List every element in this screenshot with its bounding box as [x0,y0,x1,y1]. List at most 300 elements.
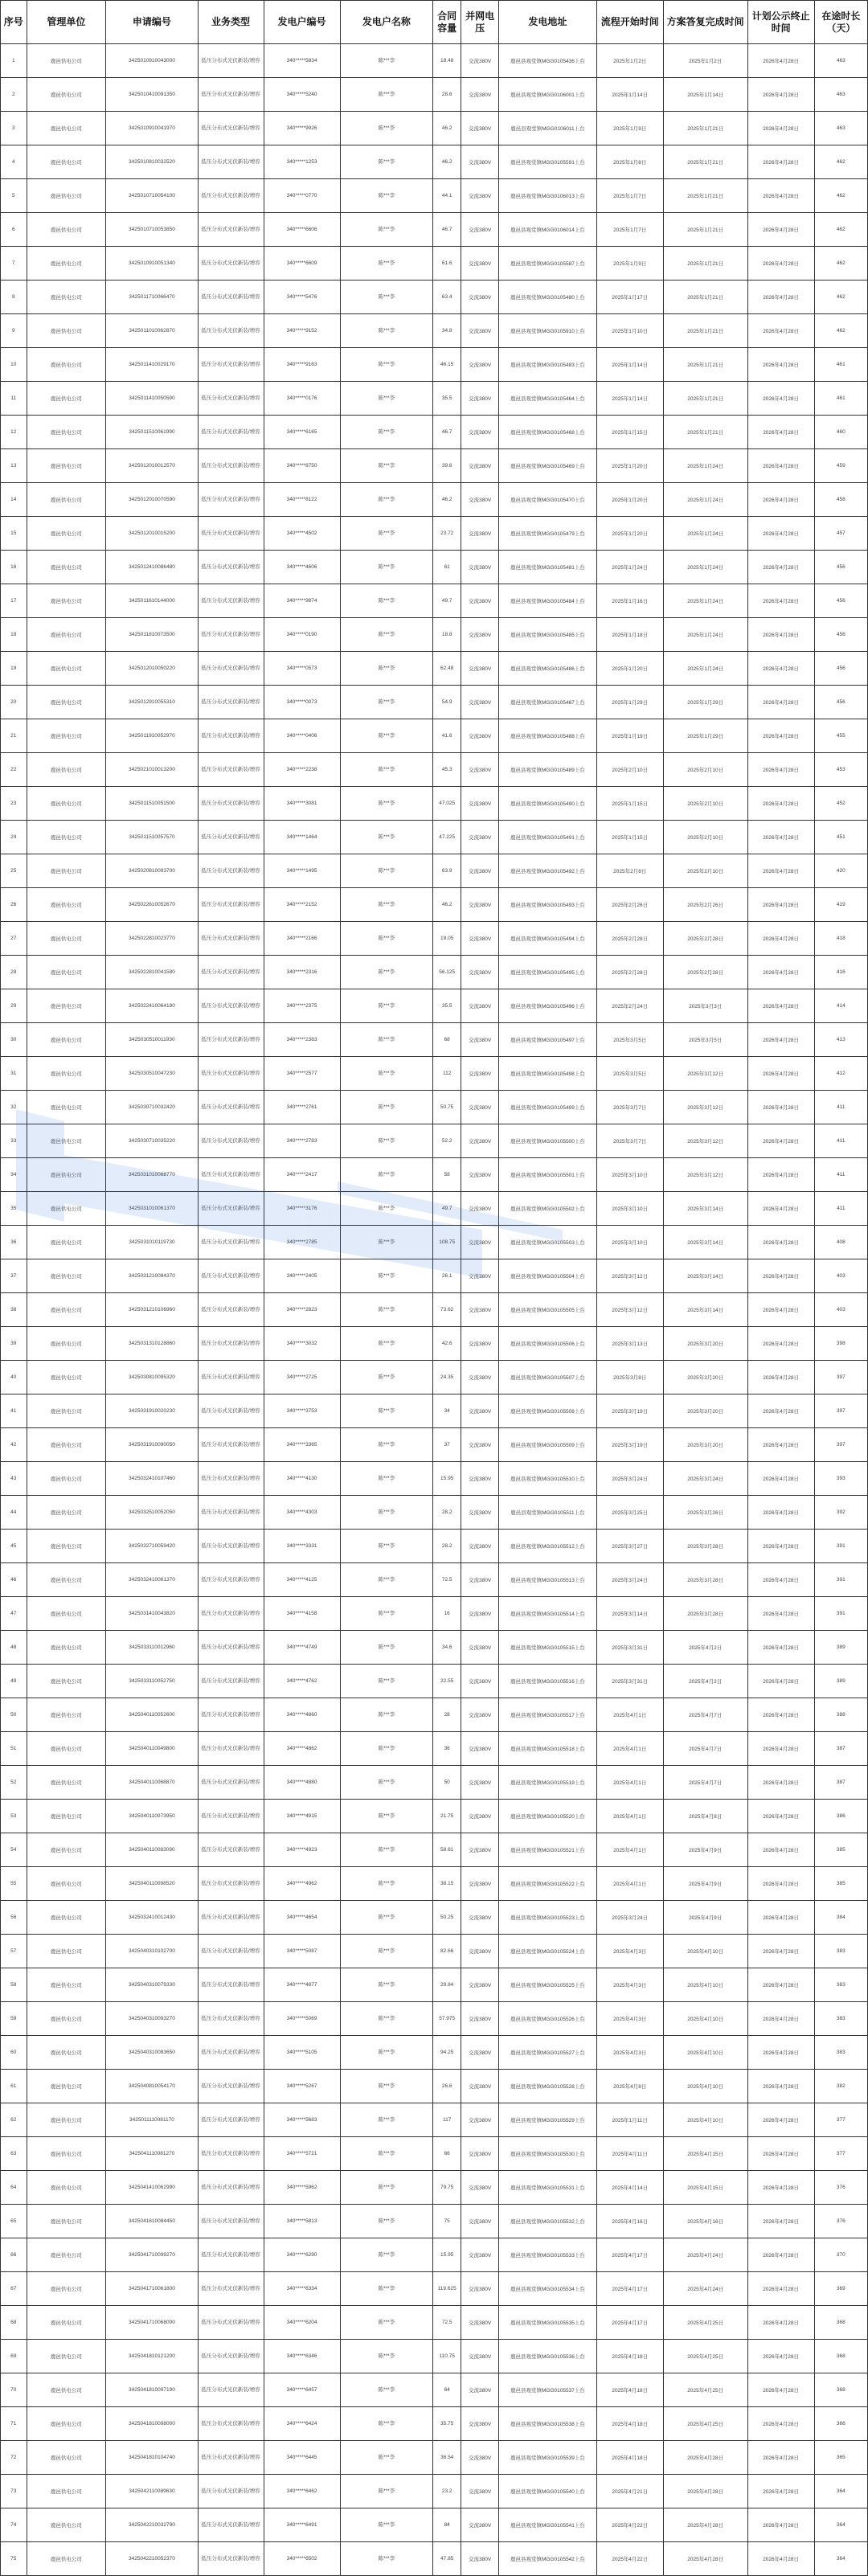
table-cell: 低压分布式光伏新装/增容 [198,247,264,281]
table-cell: 陈***李 [340,2542,433,2576]
table-cell: 交流380V [461,2407,499,2441]
table-cell: 2025年4月8日 [663,1800,747,1833]
table-cell: 鹿邑县观堂镇MGG0105506上台 [499,1327,597,1361]
table-cell: 陈***李 [340,517,433,551]
table-cell: 46.2 [433,888,461,922]
table-cell: 3425040310093270 [106,2002,198,2036]
table-cell: 2026年4月28日 [747,821,814,854]
table-cell: 2025年3月10日 [596,1226,663,1259]
table-row [1,1766,868,1800]
table-cell: 2025年4月7日 [663,1766,747,1800]
table-cell: 35.75 [433,2407,461,2441]
table-cell: 340*****6609 [264,247,340,281]
table-cell: 44 [1,1496,27,1530]
table-cell: 交流380V [461,956,499,989]
table-cell: 30 [1,1023,27,1057]
table-cell: 3425022610052670 [106,888,198,922]
table-row [1,1361,868,1394]
table-row [1,1394,868,1428]
table-cell: 交流380V [461,584,499,618]
table-row [1,44,868,78]
table-cell: 鹿邑供电公司 [27,1597,106,1631]
table-row [1,1124,868,1158]
table-cell: 鹿邑县观堂镇MGG0105518上台 [499,1732,597,1766]
table-cell: 陈***李 [340,1901,433,1935]
table-cell: 2025年4月3日 [596,1935,663,1968]
table-cell: 2026年4月28日 [747,179,814,213]
table-cell: 鹿邑县观堂镇MGG0105500上台 [499,1124,597,1158]
table-cell: 2025年1月14日 [596,78,663,112]
table-cell: 47.225 [433,821,461,854]
table-cell: 2025年3月14日 [663,1226,747,1259]
table-cell: 458 [814,483,867,517]
table-cell: 2026年4月28日 [747,1631,814,1665]
table-cell: 36 [433,1732,461,1766]
header-cell: 合同容量 [433,1,461,44]
table-row [1,2306,868,2340]
table-cell: 陈***李 [340,1800,433,1833]
table-cell: 低压分布式光伏新装/增容 [198,2441,264,2475]
table-cell: 交流380V [461,179,499,213]
table-cell: 交流380V [461,1327,499,1361]
table-cell: 340*****8750 [264,449,340,483]
table-cell: 交流380V [461,2441,499,2475]
table-cell: 8 [1,281,27,314]
table-cell: 低压分布式光伏新装/增容 [198,348,264,382]
table-cell: 385 [814,1867,867,1901]
table-cell: 鹿邑县观堂镇MGG0105481上台 [499,551,597,584]
table-cell: 2026年4月28日 [747,1732,814,1766]
table-cell: 2025年3月28日 [663,1530,747,1563]
table-cell: 340*****2725 [264,1361,340,1394]
table-cell: 交流380V [461,2070,499,2103]
table-cell: 20 [1,686,27,719]
table-cell: 2026年4月28日 [747,2137,814,2171]
table-cell: 37 [433,1428,461,1462]
table-cell: 鹿邑供电公司 [27,517,106,551]
table-cell: 2025年1月14日 [596,382,663,416]
table-row [1,483,868,517]
table-cell: 2025年3月24日 [596,1901,663,1935]
table-cell: 411 [814,1091,867,1124]
table-cell: 10 [1,348,27,382]
table-cell: 陈***李 [340,483,433,517]
table-cell: 鹿邑供电公司 [27,449,106,483]
table-cell: 2025年3月27日 [596,1530,663,1563]
table-cell: 低压分布式光伏新装/增容 [198,44,264,78]
table-cell: 鹿邑县观堂镇MGG0105436上台 [499,44,597,78]
table-cell: 交流380V [461,1867,499,1901]
table-row [1,1833,868,1867]
table-row [1,1968,868,2002]
table-cell: 鹿邑县观堂镇MGG0106014上台 [499,213,597,247]
table-cell: 低压分布式光伏新装/增容 [198,1968,264,2002]
table-cell: 交流380V [461,1259,499,1293]
table-cell: 低压分布式光伏新装/增容 [198,2238,264,2272]
table-cell: 15 [1,517,27,551]
table-cell: 403 [814,1293,867,1327]
table-cell: 3425031310128860 [106,1327,198,1361]
table-cell: 22.55 [433,1665,461,1698]
table-cell: 391 [814,1597,867,1631]
table-cell: 52 [1,1766,27,1800]
table-cell: 2025年4月1日 [596,1867,663,1901]
table-cell: 交流380V [461,888,499,922]
table-cell: 2025年2月28日 [596,956,663,989]
table-cell: 低压分布式光伏新装/增容 [198,1158,264,1192]
table-cell: 66 [1,2238,27,2272]
table-cell: 340*****4749 [264,1631,340,1665]
table-cell: 低压分布式光伏新装/增容 [198,2137,264,2171]
table-cell: 低压分布式光伏新装/增容 [198,1732,264,1766]
table-cell: 49.7 [433,584,461,618]
table-cell: 3425012410086480 [106,551,198,584]
table-cell: 鹿邑供电公司 [27,1665,106,1698]
table-cell: 3425040810054170 [106,2070,198,2103]
table-cell: 72 [1,2441,27,2475]
table-cell: 2026年4月28日 [747,922,814,956]
table-row [1,2508,868,2542]
table-cell: 2025年4月25日 [663,2407,747,2441]
table-cell: 低压分布式光伏新装/增容 [198,1057,264,1091]
table-cell: 2026年4月28日 [747,2103,814,2137]
table-cell: 鹿邑供电公司 [27,2407,106,2441]
table-cell: 3425011510061990 [106,416,198,449]
header-cell: 并网电压 [461,1,499,44]
table-cell: 14 [1,483,27,517]
table-cell: 交流380V [461,44,499,78]
table-cell: 交流380V [461,517,499,551]
table-cell: 340*****2823 [264,1293,340,1327]
table-cell: 2025年1月24日 [663,652,747,686]
table-cell: 鹿邑供电公司 [27,145,106,179]
table-cell: 鹿邑供电公司 [27,1563,106,1597]
table-cell: 2025年4月10日 [663,2103,747,2137]
table-body [1,44,868,2576]
table-cell: 2025年1月7日 [596,213,663,247]
table-cell: 鹿邑供电公司 [27,2475,106,2508]
table-cell: 2026年4月28日 [747,44,814,78]
table-cell: 陈***李 [340,2205,433,2238]
table-cell: 低压分布式光伏新装/增容 [198,2103,264,2137]
table-cell: 鹿邑县观堂镇MGG0105527上台 [499,2036,597,2070]
table-cell: 交流380V [461,2036,499,2070]
table-cell: 45 [1,1530,27,1563]
table-cell: 112 [433,1057,461,1091]
table-row [1,854,868,888]
table-cell: 交流380V [461,2306,499,2340]
table-cell: 低压分布式光伏新装/增容 [198,719,264,753]
table-cell: 低压分布式光伏新装/增容 [198,1698,264,1732]
table-cell: 28.2 [433,1496,461,1530]
table-cell: 40 [1,1361,27,1394]
table-cell: 2025年4月9日 [663,1867,747,1901]
table-row [1,2070,868,2103]
table-cell: 交流380V [461,1833,499,1867]
table-cell: 2025年1月21日 [663,348,747,382]
table-cell: 陈***李 [340,44,433,78]
table-cell: 3425033110012960 [106,1631,198,1665]
table-cell: 2025年3月19日 [596,1394,663,1428]
table-cell: 低压分布式光伏新装/增容 [198,618,264,652]
table-cell: 低压分布式光伏新装/增容 [198,281,264,314]
table-cell: 64 [433,2373,461,2407]
table-cell: 低压分布式光伏新装/增容 [198,584,264,618]
table-row [1,517,868,551]
table-cell: 56 [1,1901,27,1935]
table-cell: 陈***李 [340,1158,433,1192]
table-cell: 交流380V [461,1192,499,1226]
table-cell: 5 [1,179,27,213]
table-cell: 2026年4月28日 [747,213,814,247]
table-cell: 鹿邑供电公司 [27,179,106,213]
table-cell: 低压分布式光伏新装/增容 [198,1631,264,1665]
table-cell: 3425040310079330 [106,1968,198,2002]
table-cell: 2025年3月12日 [596,1259,663,1293]
table-cell: 2025年1月2日 [663,44,747,78]
table-row [1,1732,868,1766]
table-cell: 2025年2月10日 [663,753,747,787]
table-cell: 376 [814,2205,867,2238]
table-cell: 389 [814,1631,867,1665]
table-cell: 413 [814,1023,867,1057]
table-cell: 2025年1月7日 [596,179,663,213]
table-cell: 2025年3月3日 [663,989,747,1023]
table-cell: 鹿邑县观堂镇MGG0105494上台 [499,922,597,956]
table-cell: 416 [814,956,867,989]
table-cell: 15.95 [433,1462,461,1496]
table-cell: 9 [1,314,27,348]
table-cell: 低压分布式光伏新装/增容 [198,1293,264,1327]
table-cell: 340*****2761 [264,1091,340,1124]
table-cell: 陈***李 [340,821,433,854]
table-cell: 397 [814,1428,867,1462]
table-cell: 3425010410091350 [106,78,198,112]
table-cell: 鹿邑县观堂镇MGG0105507上台 [499,1361,597,1394]
table-cell: 57.975 [433,2002,461,2036]
table-row [1,2407,868,2441]
table-cell: 交流380V [461,2508,499,2542]
table-cell: 3425022810023770 [106,922,198,956]
table-cell: 鹿邑县观堂镇MGG0105514上台 [499,1597,597,1631]
table-cell: 19 [1,652,27,686]
table-cell: 鹿邑县观堂镇MGG0105496上台 [499,989,597,1023]
table-cell: 75 [1,2542,27,2576]
table-cell: 39 [1,1327,27,1361]
table-cell: 451 [814,821,867,854]
table-cell: 2026年4月28日 [747,1394,814,1428]
table-cell: 交流380V [461,821,499,854]
table-cell: 340*****2783 [264,1124,340,1158]
table-cell: 3425040110068870 [106,1766,198,1800]
table-cell: 低压分布式光伏新装/增容 [198,1901,264,1935]
table-cell: 2025年2月10日 [663,854,747,888]
table-cell: 交流380V [461,1563,499,1597]
table-cell: 2025年3月14日 [663,1293,747,1327]
table-cell: 低压分布式光伏新装/增容 [198,989,264,1023]
table-cell: 3425041410062990 [106,2171,198,2205]
table-cell: 391 [814,1563,867,1597]
table-cell: 45.3 [433,753,461,787]
table-cell: 2025年2月28日 [596,922,663,956]
table-cell: 27 [1,922,27,956]
table-cell: 2025年3月14日 [663,1192,747,1226]
table-cell: 鹿邑供电公司 [27,1124,106,1158]
table-cell: 2025年2月26日 [663,888,747,922]
table-cell: 2026年4月28日 [747,2407,814,2441]
table-cell: 7 [1,247,27,281]
table-cell: 2025年4月16日 [596,2205,663,2238]
table-cell: 84 [433,2508,461,2542]
table-cell: 387 [814,1766,867,1800]
table-cell: 鹿邑县观堂镇MGG0105488上台 [499,719,597,753]
table-cell: 108.75 [433,1226,461,1259]
table-cell: 陈***李 [340,2373,433,2407]
table-cell: 鹿邑县观堂镇MGG0105517上台 [499,1698,597,1732]
table-cell: 2025年3月8日 [596,1361,663,1394]
table-cell: 2026年4月28日 [747,1158,814,1192]
table-cell: 2025年4月18日 [596,2407,663,2441]
table-cell: 鹿邑县观堂镇MGG0105529上台 [499,2103,597,2137]
table-cell: 交流380V [461,1057,499,1091]
table-cell: 25 [1,854,27,888]
table-cell: 2025年4月1日 [596,1766,663,1800]
table-row [1,618,868,652]
table-cell: 2025年4月28日 [663,2475,747,2508]
table-cell: 交流380V [461,719,499,753]
table-cell: 陈***李 [340,1732,433,1766]
table-row [1,382,868,416]
table-cell: 340*****3365 [264,1428,340,1462]
table-cell: 340*****6424 [264,2407,340,2441]
table-cell: 387 [814,1732,867,1766]
table-cell: 340*****6204 [264,2306,340,2340]
table-cell: 低压分布式光伏新装/增容 [198,517,264,551]
table-cell: 2025年4月1日 [596,1732,663,1766]
table-cell: 3425030510011930 [106,1023,198,1057]
table-cell: 340*****2785 [264,1226,340,1259]
table-cell: 58 [1,1968,27,2002]
table-cell: 3425041610084450 [106,2205,198,2238]
table-cell: 陈***李 [340,1192,433,1226]
table-cell: 11 [1,382,27,416]
table-cell: 2025年4月10日 [663,1968,747,2002]
table-cell: 2025年3月14日 [663,1259,747,1293]
table-cell: 2026年4月28日 [747,989,814,1023]
table-cell: 鹿邑县观堂镇MGG0105910上台 [499,314,597,348]
table-cell: 340*****4915 [264,1800,340,1833]
table-cell: 鹿邑县观堂镇MGG0105540上台 [499,2475,597,2508]
table-cell: 340*****5683 [264,2103,340,2137]
table-cell: 2026年4月28日 [747,1496,814,1530]
table-cell: 低压分布式光伏新装/增容 [198,1867,264,1901]
table-cell: 340*****4654 [264,1901,340,1935]
table-cell: 交流380V [461,1428,499,1462]
table-cell: 2026年4月28日 [747,314,814,348]
table-cell: 61 [1,2070,27,2103]
table-cell: 鹿邑供电公司 [27,1698,106,1732]
table-cell: 2025年4月1日 [596,1698,663,1732]
table-cell: 2025年1月14日 [663,78,747,112]
table-cell: 340*****9874 [264,584,340,618]
table-cell: 交流380V [461,416,499,449]
table-cell: 低压分布式光伏新装/增容 [198,1361,264,1394]
table-cell: 2025年4月7日 [663,1698,747,1732]
table-cell: 2025年1月11日 [596,2103,663,2137]
table-cell: 3425012910055310 [106,686,198,719]
table-row [1,416,868,449]
table-cell: 2026年4月28日 [747,382,814,416]
table-cell: 交流380V [461,1631,499,1665]
table-cell: 411 [814,1158,867,1192]
table-cell: 340*****5267 [264,2070,340,2103]
table-cell: 412 [814,1057,867,1091]
table-cell: 2025年1月29日 [596,686,663,719]
table-cell: 49.7 [433,1192,461,1226]
table-cell: 鹿邑供电公司 [27,382,106,416]
table-cell: 24 [1,821,27,854]
table-cell: 2025年1月9日 [596,247,663,281]
table-cell: 鹿邑县观堂镇MGG0105519上台 [499,1766,597,1800]
table-cell: 376 [814,2171,867,2205]
table-cell: 340*****5476 [264,281,340,314]
table-cell: 陈***李 [340,314,433,348]
table-cell: 384 [814,1901,867,1935]
table-cell: 340*****4158 [264,1597,340,1631]
table-row [1,719,868,753]
table-cell: 2025年4月21日 [596,2475,663,2508]
table-cell: 3 [1,112,27,145]
table-cell: 2026年4月28日 [747,449,814,483]
table-cell: 鹿邑供电公司 [27,2070,106,2103]
table-cell: 39.6 [433,449,461,483]
table-cell: 鹿邑县观堂镇MGG0105532上台 [499,2205,597,2238]
table-cell: 383 [814,1935,867,1968]
table-cell: 低压分布式光伏新装/增容 [198,2542,264,2576]
table-cell: 陈***李 [340,1361,433,1394]
table-cell: 65 [1,2205,27,2238]
table-cell: 交流380V [461,2340,499,2373]
table-cell: 364 [814,2508,867,2542]
table-cell: 交流380V [461,1462,499,1496]
table-cell: 鹿邑供电公司 [27,922,106,956]
table-row [1,1192,868,1226]
table-cell: 低压分布式光伏新装/增容 [198,2373,264,2407]
table-cell: 2025年4月1日 [596,1833,663,1867]
table-cell: 75 [433,2205,461,2238]
table-cell: 34.8 [433,314,461,348]
table-cell: 62.48 [433,652,461,686]
table-cell: 陈***李 [340,1833,433,1867]
table-cell: 鹿邑供电公司 [27,1462,106,1496]
table-cell: 2026年4月28日 [747,517,814,551]
table-cell: 2025年3月20日 [663,1327,747,1361]
table-row [1,247,868,281]
table-cell: 456 [814,584,867,618]
table-cell: 陈***李 [340,922,433,956]
table-cell: 2026年4月28日 [747,2205,814,2238]
table-cell: 2025年4月2日 [663,1665,747,1698]
table-cell: 340*****0190 [264,618,340,652]
table-cell: 2026年4月28日 [747,112,814,145]
table-row [1,2441,868,2475]
table-cell: 71 [1,2407,27,2441]
table-cell: 44.1 [433,179,461,213]
table-cell: 340*****5240 [264,78,340,112]
table-cell: 2025年4月17日 [596,2238,663,2272]
table-cell: 340*****4877 [264,1968,340,2002]
table-cell: 鹿邑县观堂镇MGG0105539上台 [499,2441,597,2475]
